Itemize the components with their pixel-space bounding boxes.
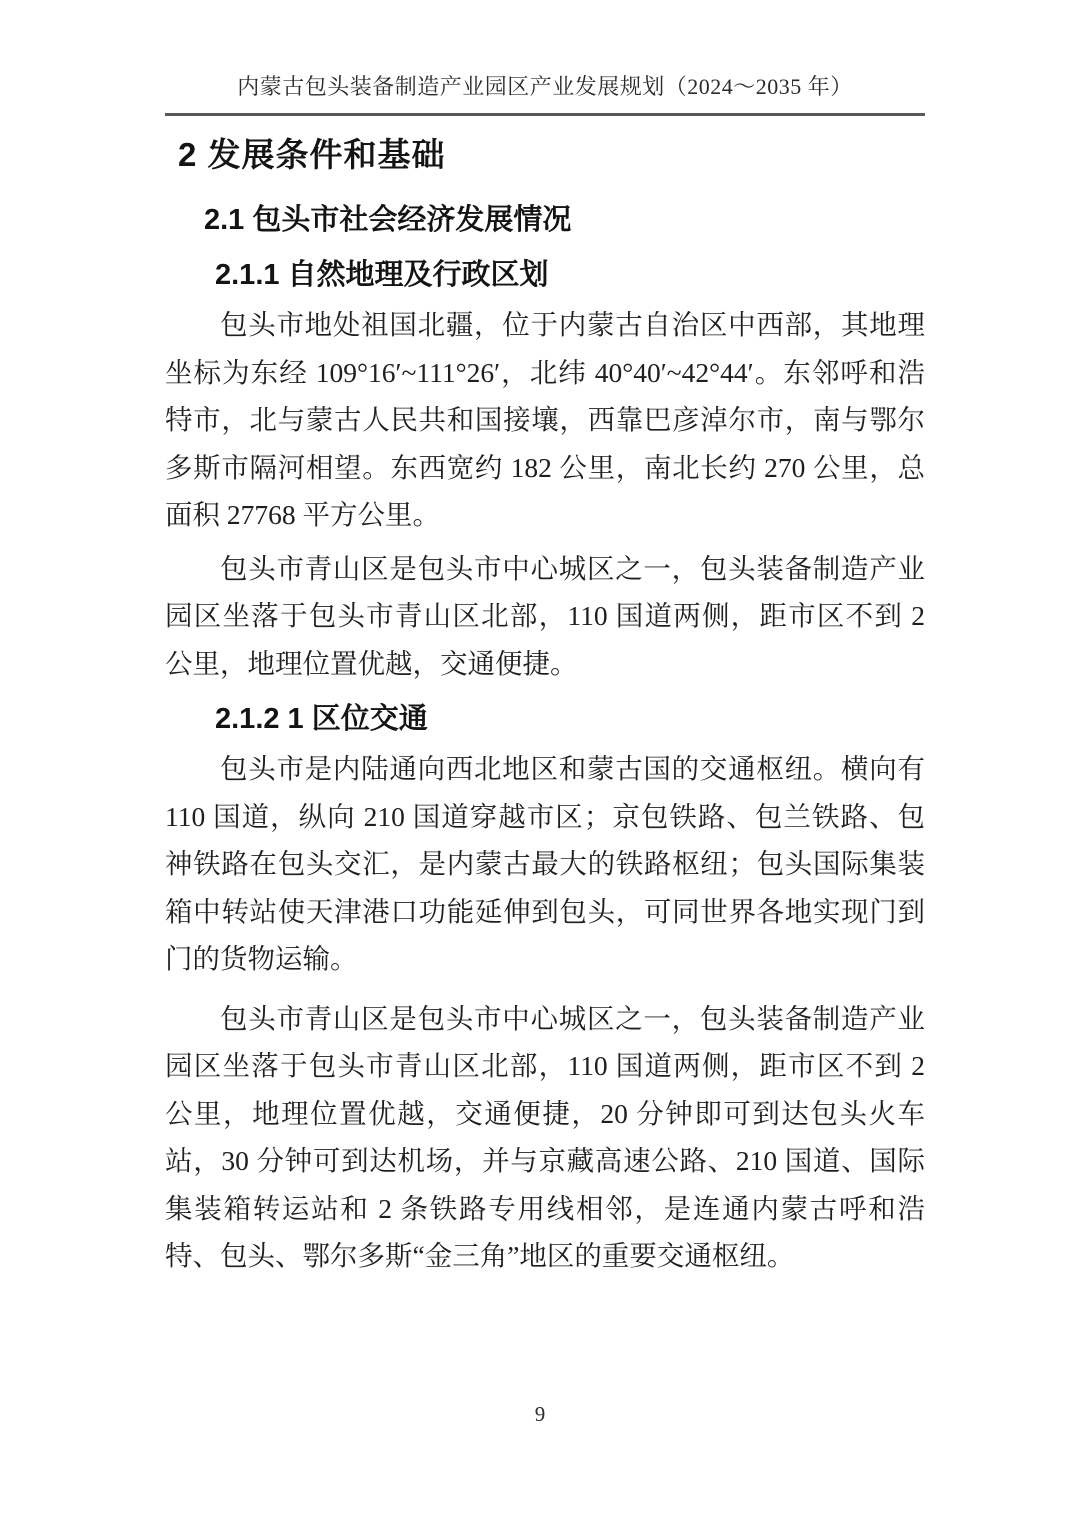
page-column — [165, 0, 925, 1280]
header-rule — [165, 113, 925, 116]
paragraph-transport-2: 包头市青山区是包头市中心城区之一，包头装备制造产业园区坐落于包头市青山区北部，110 国道两侧，距市区不到 2 公里，地理位置优越，交通便捷，20 分钟即可到达包头火车站，30 分钟可到达机场，并与京藏高速公路、210 国道、国际集装箱转运站和 2 条铁路专用线相邻，是连通内蒙古呼和浩特、包头、鄂尔多斯“金三角”地区的重要交通枢纽。 — [165, 1002, 925, 1271]
subsection-title-2-1-2: 2.1.2 1 区位交通 — [215, 703, 428, 735]
paragraph-geography-1: 包头市地处祖国北疆，位于内蒙古自治区中西部，其地理坐标为东经 109°16′~111°26′，北纬 40°40′~42°44′。东邻呼和浩特市，北与蒙古人民共和国接壤，西靠巴彦淖尔市，南与鄂尔多斯市隔河相望。东西宽约 182 公里，南北长约 270 公里，总面积 27768 平方公里。 — [165, 309, 925, 530]
running-header: 内蒙古包头装备制造产业园区产业发展规划（2024～2035 年） — [237, 74, 853, 99]
chapter-title: 2 发展条件和基础 — [178, 136, 446, 173]
page-number: 9 — [534, 1402, 546, 1426]
subsection-title-2-1-1: 2.1.1 自然地理及行政区划 — [215, 259, 549, 291]
paragraph-geography-2: 包头市青山区是包头市中心城区之一，包头装备制造产业园区坐落于包头市青山区北部，110 国道两侧，距市区不到 2 公里，地理位置优越，交通便捷。 — [165, 552, 925, 679]
section-title-2-1: 2.1 包头市社会经济发展情况 — [204, 204, 572, 236]
paragraph-transport-1: 包头市是内陆通向西北地区和蒙古国的交通枢纽。横向有 110 国道，纵向 210 国道穿越市区；京包铁路、包兰铁路、包神铁路在包头交汇，是内蒙古最大的铁路枢纽；包头国际集装箱中转站使天津港口功能延伸到包头，可同世界各地实现门到门的货物运输。 — [165, 753, 925, 974]
